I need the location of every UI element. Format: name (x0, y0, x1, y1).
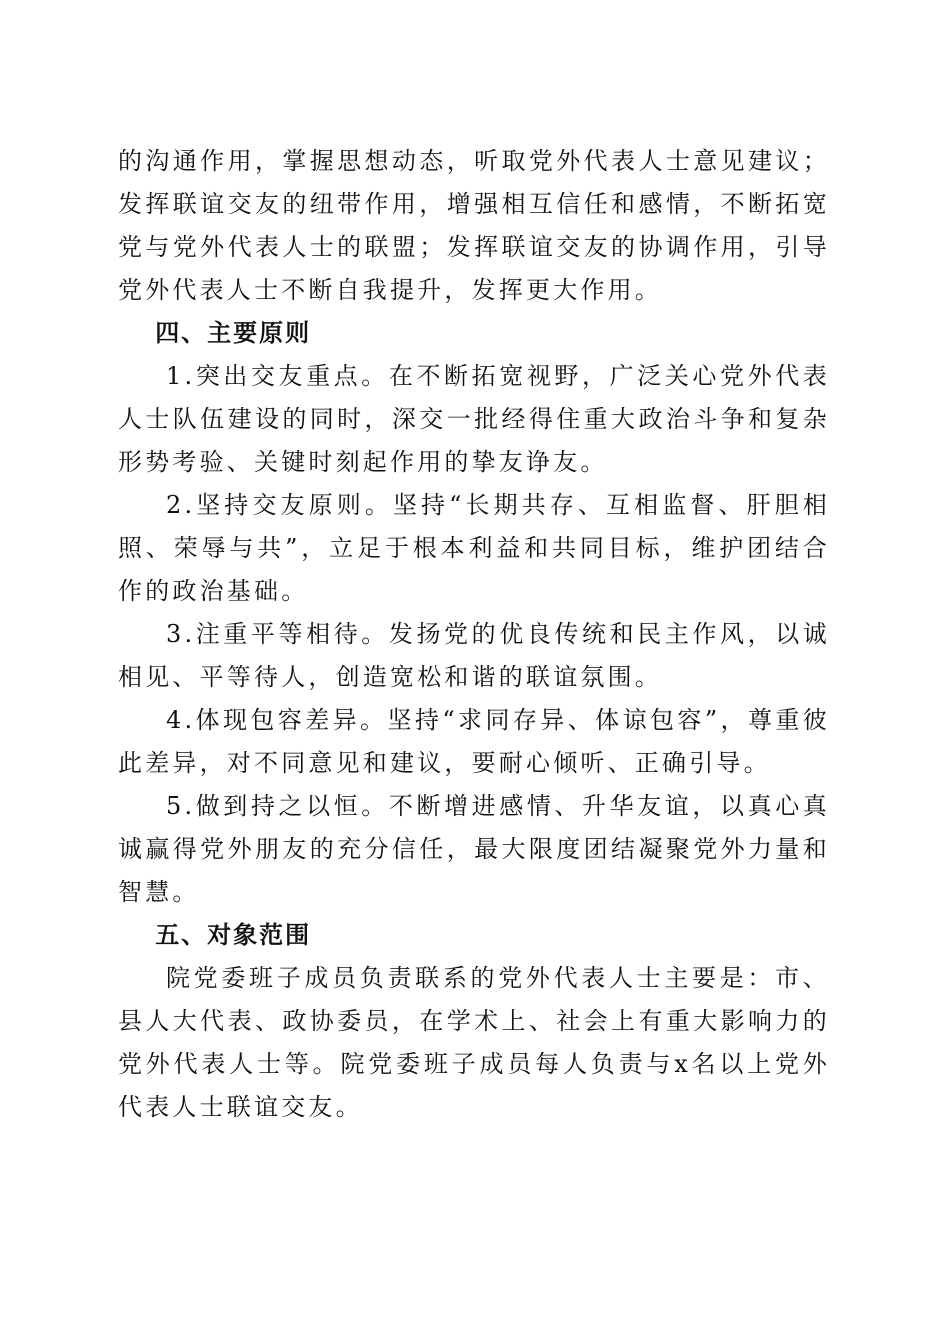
principle-item-5: 5.做到持之以恒。不断增进感情、升华友谊，以真心真诚赢得党外朋友的充分信任，最大限度团结凝聚党外力量和智慧。 (118, 792, 830, 906)
document-body (118, 140, 830, 1129)
section-heading-scope: 五、对象范围 (155, 921, 312, 949)
principle-item-3: 3.注重平等相待。发扬党的优良传统和民主作风，以诚相见、平等待人，创造宽松和谐的联谊氛围。 (118, 620, 830, 691)
principle-item-2: 2.坚持交友原则。坚持“长期共存、互相监督、肝胆相照、荣辱与共”，立足于根本利益和共同目标，维护团结合作的政治基础。 (118, 491, 830, 605)
principle-item-1: 1.突出交友重点。在不断拓宽视野，广泛关心党外代表人士队伍建设的同时，深交一批经得住重大政治斗争和复杂形势考验、关键时刻起作用的挚友诤友。 (118, 362, 830, 476)
scope-paragraph: 院党委班子成员负责联系的党外代表人士主要是：市、县人大代表、政协委员，在学术上、社会上有重大影响力的党外代表人士等。院党委班子成员每人负责与x名以上党外代表人士联谊交友。 (118, 964, 830, 1121)
principle-item-4: 4.体现包容差异。坚持“求同存异、体谅包容”，尊重彼此差异，对不同意见和建议，要耐心倾听、正确引导。 (118, 706, 830, 777)
section-heading-principles: 四、主要原则 (155, 319, 312, 347)
paragraph-continuation: 的沟通作用，掌握思想动态，听取党外代表人士意见建议；发挥联谊交友的纽带作用，增强相互信任和感情，不断拓宽党与党外代表人士的联盟；发挥联谊交友的协调作用，引导党外代表人士不断自我提升，发挥更大作用。 (118, 147, 830, 304)
